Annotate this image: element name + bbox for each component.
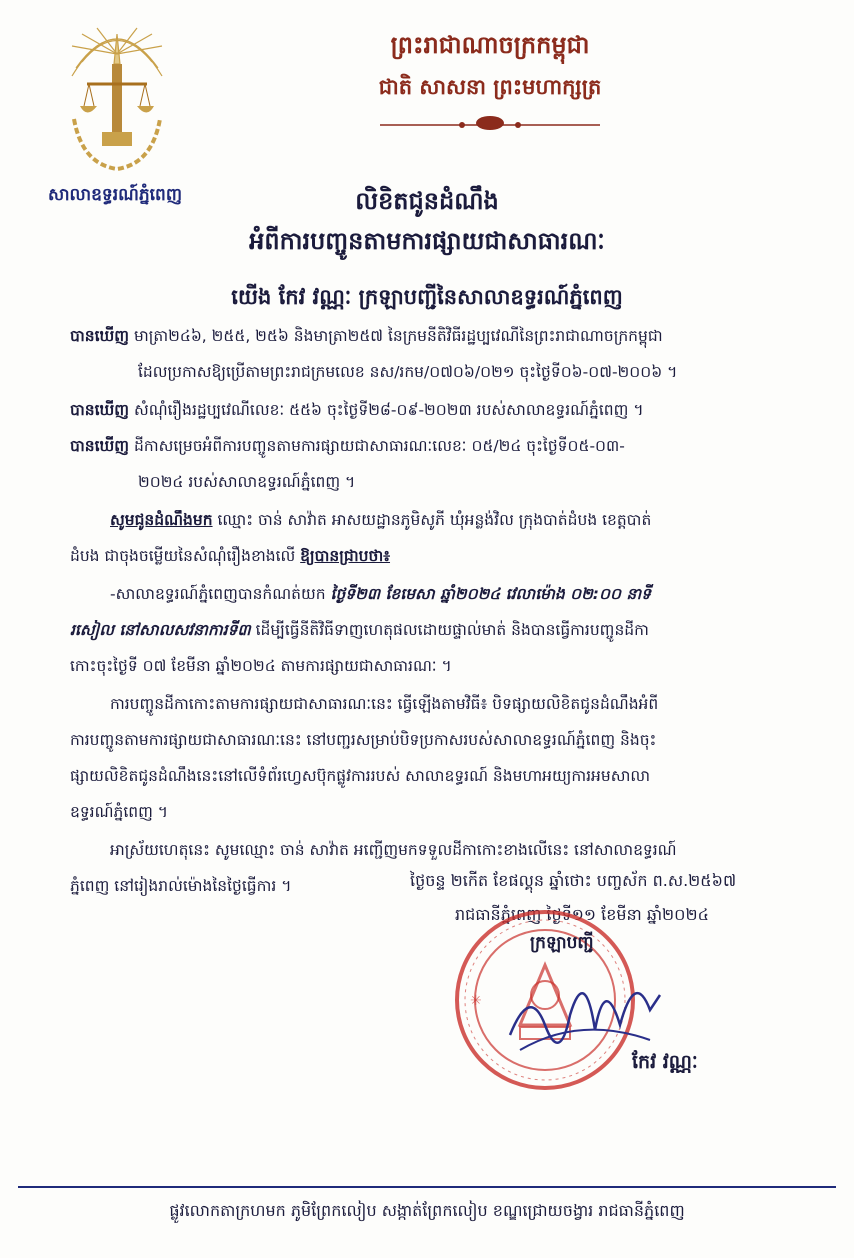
reference-1: បានឃើញ មាត្រា២៤៦, ២៥៥, ២៥៦ និងមាត្រា២៥៧ នៃក្រមនីតិវិធីរដ្ឋប្បវេណីនៃព្រះរាជាណាចក្រកម្ពុជា [70,327,663,345]
reference-2: បានឃើញ សំណុំរឿងរដ្ឋប្បវេណីលេខៈ ៥៥៦ ចុះថ្ងៃទី២៨-០៩-២០២៣ របស់សាលាឧទ្ធរណ៍ភ្នំពេញ ។ [70,401,644,419]
kingdom-title: ព្រះរាជាណាចក្រកម្ពុជា [390,31,590,59]
signer-title: ក្រឡាបញ្ជី [530,933,594,953]
svg-text:✳: ✳ [470,993,482,1009]
footer-divider [18,1186,836,1188]
paragraph-1-line-2: រសៀល នៅសាលសវនាការទី៣ ដើម្បីធ្វើនីតិវិធីទាញហេតុផលដោយផ្ទាល់មាត់ និងបានធ្វើការបញ្ចូនដីកា [70,621,649,639]
signer-name: កែវ វណ្ណៈ [632,1051,698,1073]
paragraph-2-line-2: ការបញ្ចូនតាមការផ្សាយជាសាធារណៈនេះ នៅបញ្ជរសម្រាប់បិទប្រកាសរបស់សាលាឧទ្ធរណ៍ភ្នំពេញ និងចុះ [70,731,657,749]
notify-line: សូមជូនដំណឹងមក ឈ្មោះ ចាន់ សាវ៉ាត អាសយដ្ឋានភូមិសូភី ឃុំអន្លង់វិល ក្រុងបាត់ដំបង ខេត្តបាត់ [110,511,652,529]
paragraph-1: -សាលាឧទ្ធរណ៍ភ្នំពេញបានកំណត់យក ថ្ងៃទី២៣ ខែមេសា ឆ្នាំ២០២៤ វេលាម៉ោង ០២:០០ នាទី [110,585,651,603]
footer-address: ផ្លូវលោកតាក្រហមក ភូមិព្រែកលៀប សង្កាត់ព្រែកលៀប ខណ្ឌជ្រោយចង្វារ រាជធានីភ្នំពេញ [169,1201,685,1220]
reference-1-cont: ដែលប្រកាសឱ្យប្រើតាមព្រះរាជក្រមលេខ នស/រកម/០៧០៦/០២១ ចុះថ្ងៃទី០៦-០៧-២០០៦ ។ [138,363,678,381]
document-subtitle: អំពីការបញ្ចូនតាមការផ្សាយជាសាធារណៈ [249,227,605,255]
paragraph-3-line-2: ភ្នំពេញ នៅរៀងរាល់ម៉ោងនៃថ្ងៃធ្វើការ ។ [70,877,292,895]
paragraph-2-line-3: ផ្សាយលិខិតជូនដំណឹងនេះនៅលើទំព័រហ្វេសប៊ុកផ្លូវការរបស់ សាលាឧទ្ធរណ៍ និងមហាអយ្យការអមសាលា [70,767,651,785]
paragraph-1-line-3: កោះចុះថ្ងៃទី ០៧ ខែមីនា ឆ្នាំ២០២៤ តាមការផ្សាយជាសាធារណៈ ។ [70,657,452,675]
national-motto: ជាតិ សាសនា ព្រះមហាក្សត្រ [378,75,602,99]
reference-3: បានឃើញ ដីកាសម្រេចអំពីការបញ្ចូនតាមការផ្សាយជាសាធារណៈលេខៈ ០៥/២៤ ចុះថ្ងៃទី០៥-០៣- [70,437,625,455]
date-solar: រាជធានីភ្នំពេញ ថ្ងៃទី១១ ខែមីនា ឆ្នាំ២០២៤ [455,905,709,924]
date-lunar: ថ្ងៃចន្ទ ២កើត ខែផល្គុន ឆ្នាំថោះ បញ្ចស័ក ព.ស.២៥៦៧ [410,871,737,890]
paragraph-2: ការបញ្ចូនដីកាកោះតាមការផ្សាយជាសាធារណៈនេះ ធ្វើឡើងតាមវិធី៖ បិទផ្សាយលិខិតជូនដំណឹងអំពី [110,695,659,713]
reference-label: បានឃើញ [70,327,130,345]
document-title: លិខិតជូនដំណឹង [355,187,499,215]
court-name: សាលាឧទ្ធរណ៍ភ្នំពេញ [47,185,183,205]
reference-3-cont: ២០២៤ របស់សាលាឧទ្ធរណ៍ភ្នំពេញ ។ [138,473,356,491]
signature-icon [500,955,670,1065]
issuer-line: យើង កែវ វណ្ណៈ ក្រឡាបញ្ជីនៃសាលាឧទ្ធរណ៍ភ្នំពេញ [231,285,623,309]
paragraph-3: អាស្រ័យហេតុនេះ សូមឈ្មោះ ចាន់ សាវ៉ាត អញ្ជើញមកទទួលដីកាកោះខាងលើនេះ នៅសាលាឧទ្ធរណ៍ [110,841,677,859]
notify-line-2: ដំបង ជាចុងចម្លើយនៃសំណុំរឿងខាងលើ ឱ្យបានជ្រាបថា៖ [70,547,391,565]
court-emblem-icon [62,24,172,174]
divider-ornament-icon [370,113,610,133]
paragraph-2-line-4: ឧទ្ធរណ៍ភ្នំពេញ ។ [70,803,169,821]
